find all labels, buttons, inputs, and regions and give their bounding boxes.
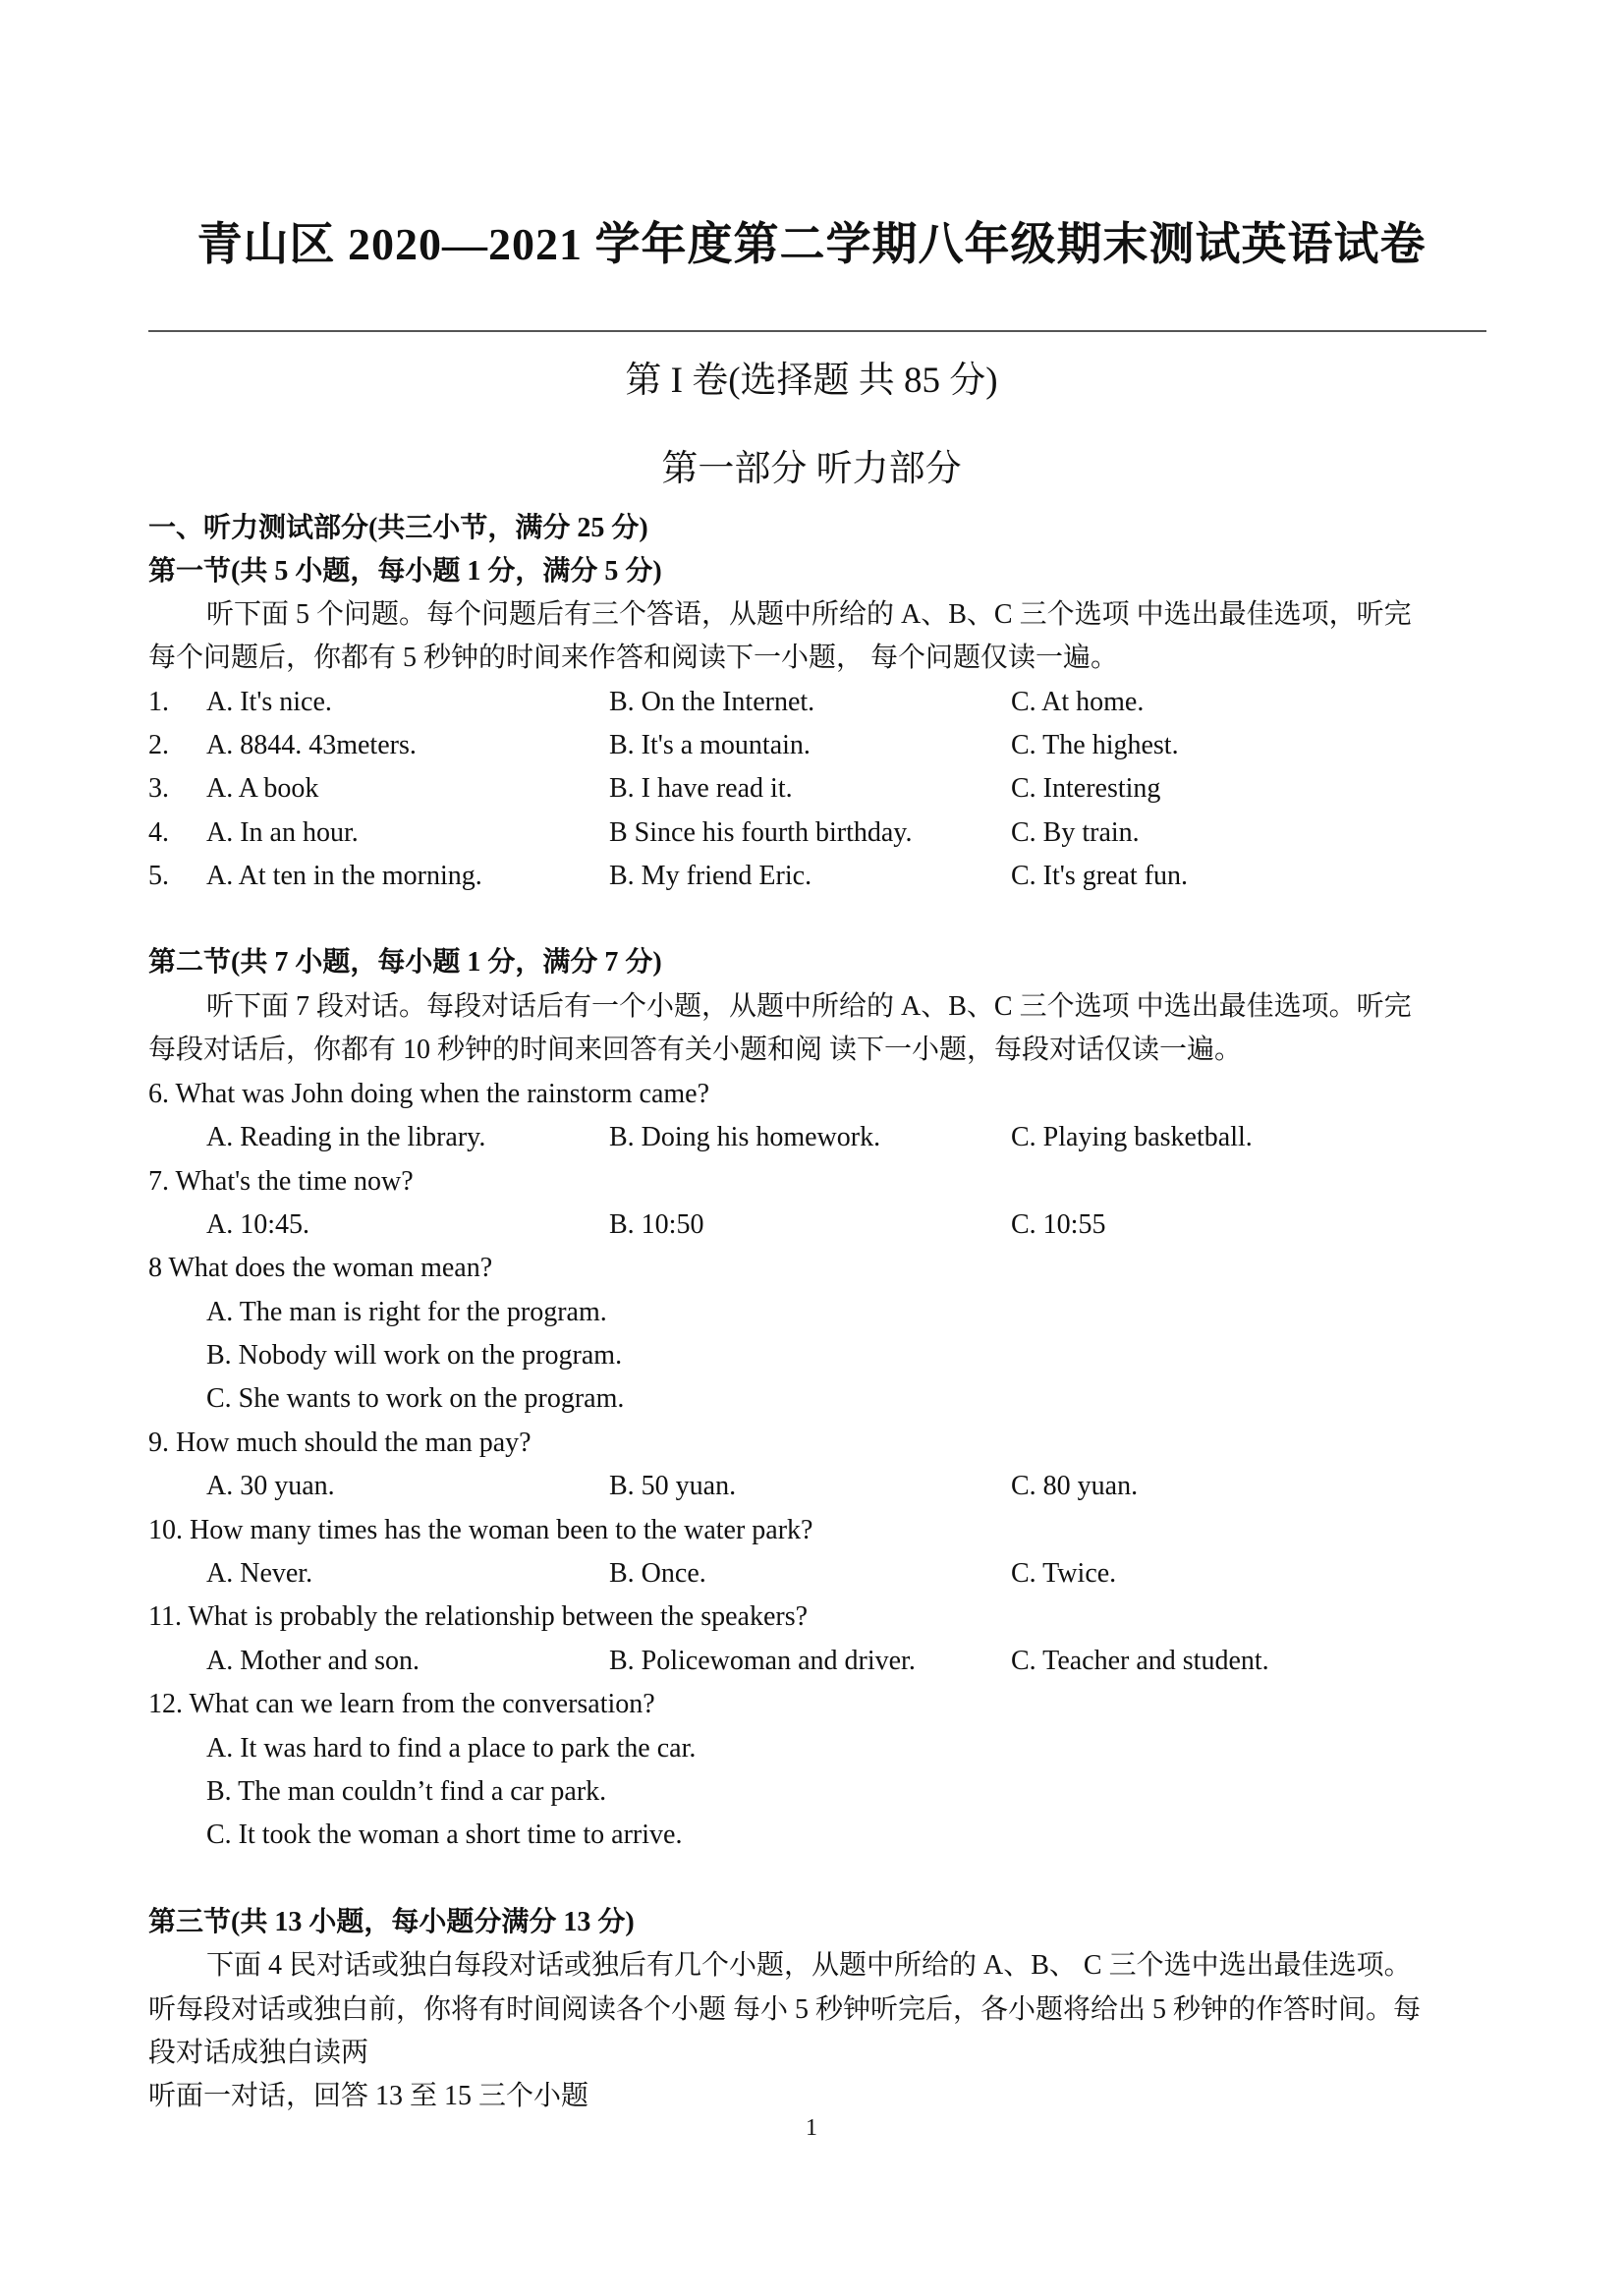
- page-number: 1: [806, 2115, 817, 2141]
- option-b: B. 10:50: [609, 1209, 704, 1240]
- option-a: A. At ten in the morning.: [206, 861, 482, 891]
- question-stem: 12. What can we learn from the conversation?: [148, 1689, 655, 1719]
- option-a: A. In an hour.: [206, 817, 359, 848]
- section3-instruction: 听每段对话或独白前，你将有时间阅读各个小题 每小 5 秒钟听完后，各小题将给出 5 秒钟的作答时间。每: [148, 1994, 1422, 2025]
- question-stem: 10. How many times has the woman been to the water park?: [148, 1515, 813, 1545]
- option-c: C. 80 yuan.: [1011, 1471, 1139, 1501]
- option-c: C. At home.: [1011, 687, 1145, 717]
- section3-subheading: 听面一对话，回答 13 至 15 三个小题: [148, 2081, 589, 2111]
- question-number: 3.: [148, 773, 169, 804]
- option-a: A. It's nice.: [206, 687, 332, 717]
- question-number: 5.: [148, 861, 169, 891]
- option-b: B. Doing his homework.: [609, 1122, 881, 1152]
- option-b: B. Policewoman and driver.: [609, 1646, 916, 1676]
- option-b: B. The man couldn’t find a car park.: [206, 1776, 607, 1807]
- section3-instruction: 段对话成独白读两: [148, 2038, 369, 2068]
- question-stem: 11. What is probably the relationship between the speakers?: [148, 1601, 809, 1632]
- question-stem: 9. How much should the man pay?: [148, 1428, 532, 1458]
- option-c: C. By train.: [1011, 817, 1140, 848]
- section3-instruction: 下面 4 民对话或独白每段对话或独后有几个小题，从题中所给的 A、B、 C 三个选中选出最佳选项。: [206, 1950, 1412, 1981]
- option-a: A. A book: [206, 773, 319, 804]
- section3-heading: 第三节(共 13 小题，每小题分满分 13 分): [148, 1907, 635, 1937]
- option-b: B. I have read it.: [609, 773, 793, 804]
- option-a: A. 10:45.: [206, 1209, 309, 1240]
- option-b: B. Nobody will work on the program.: [206, 1340, 623, 1371]
- option-c: C. It took the woman a short time to arrive.: [206, 1820, 683, 1850]
- section1-instruction: 听下面 5 个问题。每个问题后有三个答语，从题中所给的 A、B、C 三个选项 中选出最佳选项，听完: [206, 599, 1412, 630]
- option-a: A. 8844. 43meters.: [206, 730, 417, 760]
- question-stem: 7. What's the time now?: [148, 1166, 414, 1197]
- option-b: B. On the Internet.: [609, 687, 815, 717]
- option-b: B Since his fourth birthday.: [609, 817, 913, 848]
- option-b: B. Once.: [609, 1558, 706, 1589]
- question-number: 2.: [148, 730, 169, 760]
- section2-instruction: 听下面 7 段对话。每段对话后有一个小题，从题中所给的 A、B、C 三个选项 中选出最佳选项。听完: [206, 991, 1412, 1022]
- option-c: C. The highest.: [1011, 730, 1179, 760]
- option-a: A. Never.: [206, 1558, 313, 1589]
- option-b: B. It's a mountain.: [609, 730, 811, 760]
- option-a: A. 30 yuan.: [206, 1471, 335, 1501]
- option-b: B. My friend Eric.: [609, 861, 812, 891]
- section1-heading: 第一节(共 5 小题，每小题 1 分，满分 5 分): [148, 556, 662, 587]
- option-c: C. It's great fun.: [1011, 861, 1189, 891]
- option-a: A. Mother and son.: [206, 1646, 420, 1676]
- option-a: A. Reading in the library.: [206, 1122, 486, 1152]
- option-c: C. 10:55: [1011, 1209, 1106, 1240]
- section2-instruction: 每段对话后，你都有 10 秒钟的时间来回答有关小题和阅 读下一小题，每段对话仅读一遍。: [148, 1035, 1243, 1065]
- section2-heading: 第二节(共 7 小题，每小题 1 分，满分 7 分): [148, 947, 662, 978]
- option-c: C. Playing basketball.: [1011, 1122, 1253, 1152]
- title-divider: [148, 330, 1486, 332]
- option-a: A. The man is right for the program.: [206, 1297, 607, 1327]
- option-c: C. She wants to work on the program.: [206, 1383, 625, 1414]
- option-c: C. Teacher and student.: [1011, 1646, 1269, 1676]
- option-b: B. 50 yuan.: [609, 1471, 737, 1501]
- part-title: 第一部分 听力部分: [661, 449, 962, 489]
- section1-instruction: 每个问题后，你都有 5 秒钟的时间来作答和阅读下一小题， 每个问题仅读一遍。: [148, 643, 1119, 673]
- question-stem: 8 What does the woman mean?: [148, 1253, 493, 1283]
- option-c: C. Interesting: [1011, 773, 1161, 804]
- question-stem: 6. What was John doing when the rainstorm came?: [148, 1079, 710, 1109]
- question-number: 4.: [148, 817, 169, 848]
- exam-title: 青山区 2020—2021 学年度第二学期八年级期末测试英语试卷: [196, 219, 1427, 269]
- question-number: 1.: [148, 687, 169, 717]
- option-c: C. Twice.: [1011, 1558, 1117, 1589]
- listening-heading: 一、听力测试部分(共三小节，满分 25 分): [148, 513, 648, 543]
- option-a: A. It was hard to find a place to park the car.: [206, 1733, 697, 1764]
- volume-title: 第 I 卷(选择题 共 85 分): [625, 361, 998, 401]
